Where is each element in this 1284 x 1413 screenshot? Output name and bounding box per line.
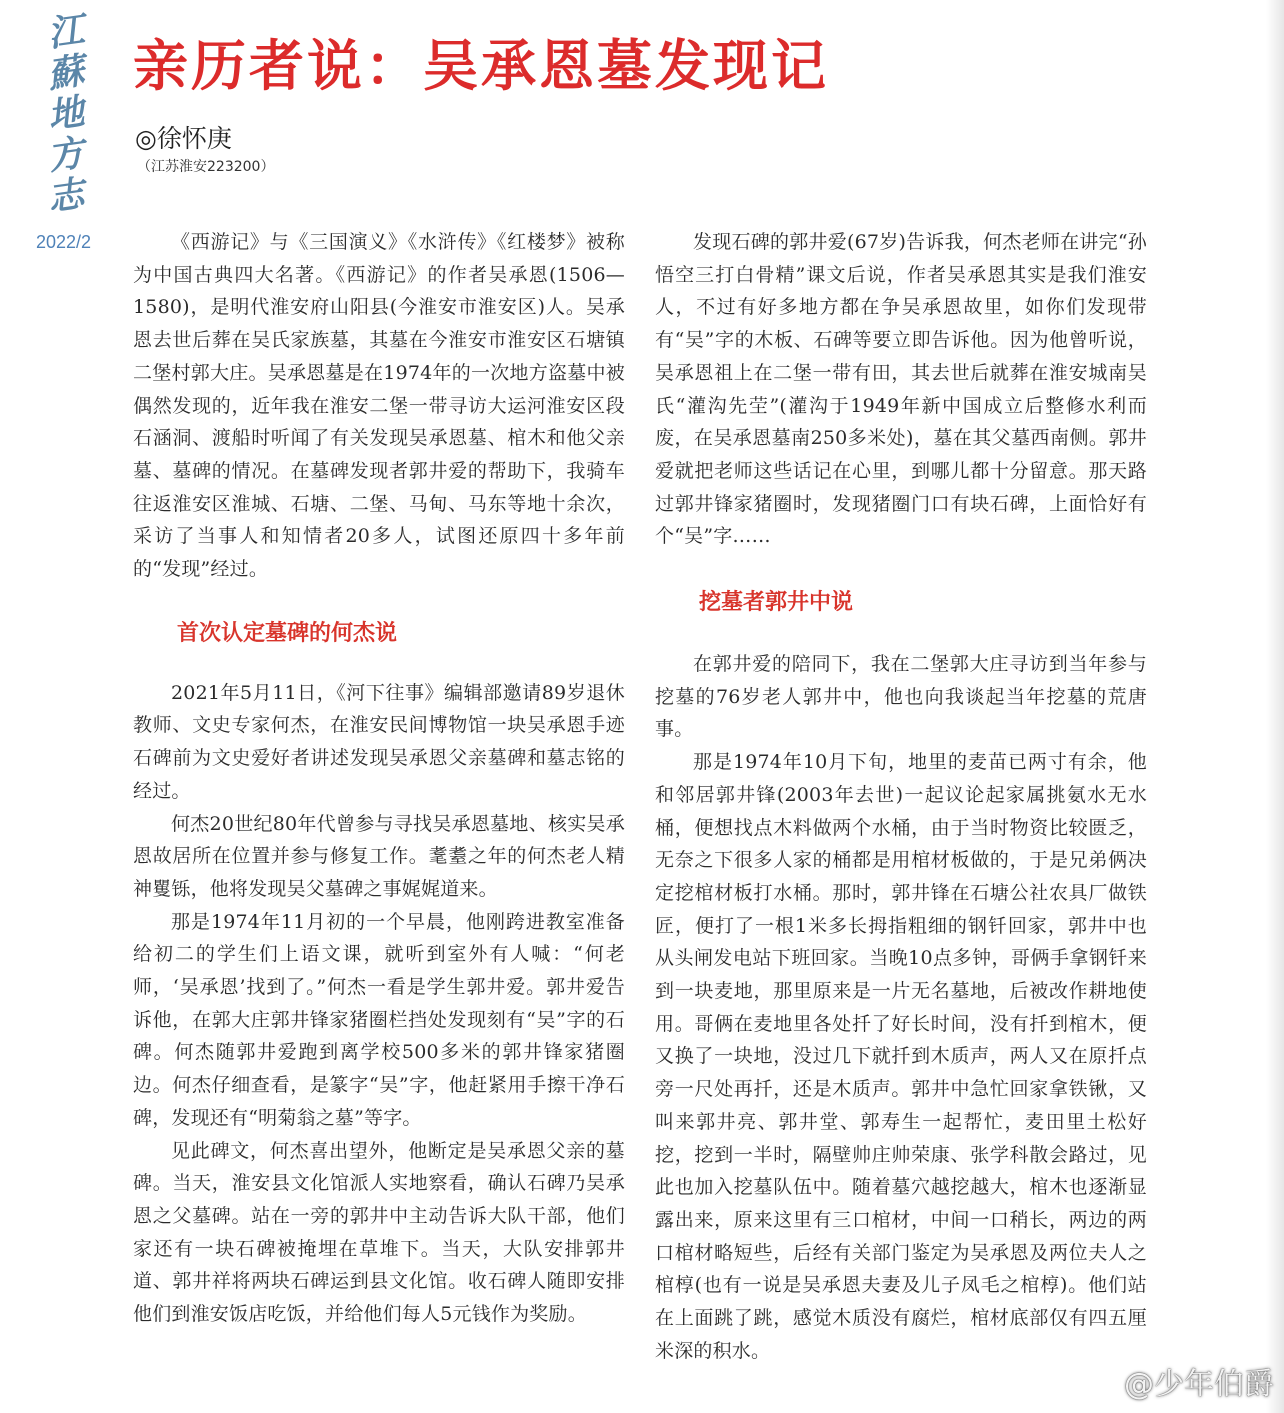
- weibo-watermark: @少年伯爵: [1124, 1367, 1274, 1402]
- body-paragraph: 何杰20世纪80年代曾参与寻找吴承恩墓地、核实吴承恩故居所在位置并参与修复工作。耄耋之年的何杰老人精神矍铄，他将发现吴父墓碑之事娓娓道来。: [133, 812, 625, 900]
- logo-char: 蘇: [45, 49, 87, 97]
- author-byline: ◎徐怀庚: [135, 124, 232, 153]
- body-paragraph: 见此碑文，何杰喜出望外，他断定是吴承恩父亲的墓碑。当天，淮安县文化馆派人实地察看，确认石碑乃吴承恩之父墓碑。站在一旁的郭井中主动告诉大队干部，他们家还有一块石碑被掩埋在草堆下。当天，大队安排郭井道、郭井祥将两块石碑运到县文化馆。收石碑人随即安排他们到淮安饭店吃饭，并给他们每人5元钱作为奖励。: [133, 1139, 625, 1326]
- issue-number: 2022/2: [36, 232, 92, 252]
- body-paragraph: 在郭井爱的陪同下，我在二堡郭大庄寻访到当年参与挖墓的76岁老人郭井中，他也向我谈起当年挖墓的荒唐事。: [655, 653, 1147, 741]
- author-affiliation: （江苏淮安223200）: [137, 159, 275, 175]
- body-paragraph: 那是1974年11月初的一个早晨，他刚跨进教室准备给初二的学生们上语文课，就听到室外有人喊：“何老师，‘吴承恩’找到了。”何杰一看是学生郭井爱。郭井爱告诉他，在郭大庄郭井锋家猪圈栏挡处发现刻有“吴”字的石碑。何杰随郭井爱跑到离学校500多米的郭井锋家猪圈边。何杰仔细查看，是篆字“吴”字，他赶紧用手擦干净石碑，发现还有“明菊翁之墓”等字。: [133, 910, 625, 1129]
- body-paragraph: 那是1974年10月下旬，地里的麦苗已两寸有余，他和邻居郭井锋(2003年去世)一起议论起家属挑氨水无水桶，便想找点木料做两个水桶，由于当时物资比较匮乏，无奈之下很多人家的桶都是用棺材板做的，于是兄弟俩决定挖棺材板打水桶。那时，郭井锋在石塘公社农具厂做铁匠，便打了一根1米多长拇指粗细的钢钎回家，郭井中也从头闸发电站下班回家。当晚10点多钟，哥俩手拿钢钎来到一块麦地，那里原来是一片无名墓地，后被改作耕地使用。哥俩在麦地里各处扦了好长时间，没有扦到棺木，便又换了一块地，没过几下就扦到木质声，两人又在原扦点旁一尺处再扦，还是木质声。郭井中急忙回家拿铁锹，又叫来郭井亮、郭井堂、郭寿生一起帮忙，麦田里土松好挖，挖到一半时，隔壁帅庄帅荣康、张学科散会路过，见此也加入挖墓队伍中。随着墓穴越挖越大，棺木也逐渐显露出来，原来这里有三口棺材，中间一口稍长，两边的两口棺材略短些，后经有关部门鉴定为吴承恩及两位夫人之棺椁(也有一说是吴承恩夫妻及儿子凤毛之棺椁)。他们站在上面跳了跳，感觉木质没有腐烂，棺材底部仅有四五厘米深的积水。: [655, 751, 1147, 1362]
- section-heading: 挖墓者郭井中说: [699, 590, 854, 616]
- right-column: [655, 226, 1147, 1368]
- logo-char: 江: [45, 8, 87, 56]
- logo-char: 地: [45, 90, 87, 138]
- logo-char: 志: [45, 172, 87, 220]
- page-edge-shadow: [1266, 0, 1284, 1413]
- logo-char: 方: [45, 131, 87, 179]
- intro-paragraph: 《西游记》与《三国演义》《水浒传》《红楼梦》被称为中国古典四大名著。《西游记》的作者吴承恩(1506—1580)，是明代淮安府山阳县(今淮安市淮安区)人。吴承恩去世后葬在吴氏家族墓，其墓在今淮安市淮安区石塘镇二堡村郭大庄。吴承恩墓是在1974年的一次地方盗墓中被偶然发现的，近年我在淮安二堡一带寻访大运河淮安区段石涵洞、渡船时听闻了有关发现吴承恩墓、棺木和他父亲墓、墓碑的情况。在墓碑发现者郭井爱的帮助下，我骑车往返淮安区淮城、石塘、二堡、马甸、马东等地十余次，采访了当事人和知情者20多人，试图还原四十多年前的“发现”经过。: [133, 231, 625, 581]
- journal-logo: [38, 8, 94, 220]
- section-heading: 首次认定墓碑的何杰说: [177, 620, 398, 646]
- body-paragraph: 发现石碑的郭井爱(67岁)告诉我，何杰老师在讲完“孙悟空三打白骨精”课文后说，作者吴承恩其实是我们淮安人，不过有好多地方都在争吴承恩故里，如你们发现带有“吴”字的木板、石碑等要立即告诉他。因为他曾听说，吴承恩祖上在二堡一带有田，其去世后就葬在淮安城南吴氏“灌沟先茔”(灌沟于1949年新中国成立后整修水利而废，在吴承恩墓南250多米处)，墓在其父墓西南侧。郭井爱就把老师这些话记在心里，到哪儿都十分留意。那天路过郭井锋家猪圈时，发现猪圈门口有块石碑，上面恰好有个“吴”字……: [655, 231, 1147, 548]
- left-column: [133, 226, 625, 1331]
- body-paragraph: 2021年5月11日，《河下往事》编辑部邀请89岁退休教师、文史专家何杰，在淮安民间博物馆一块吴承恩手迹石碑前为文史爱好者讲述发现吴承恩父亲墓碑和墓志铭的经过。: [133, 681, 625, 802]
- article-title: 亲历者说：吴承恩墓发现记: [133, 34, 830, 98]
